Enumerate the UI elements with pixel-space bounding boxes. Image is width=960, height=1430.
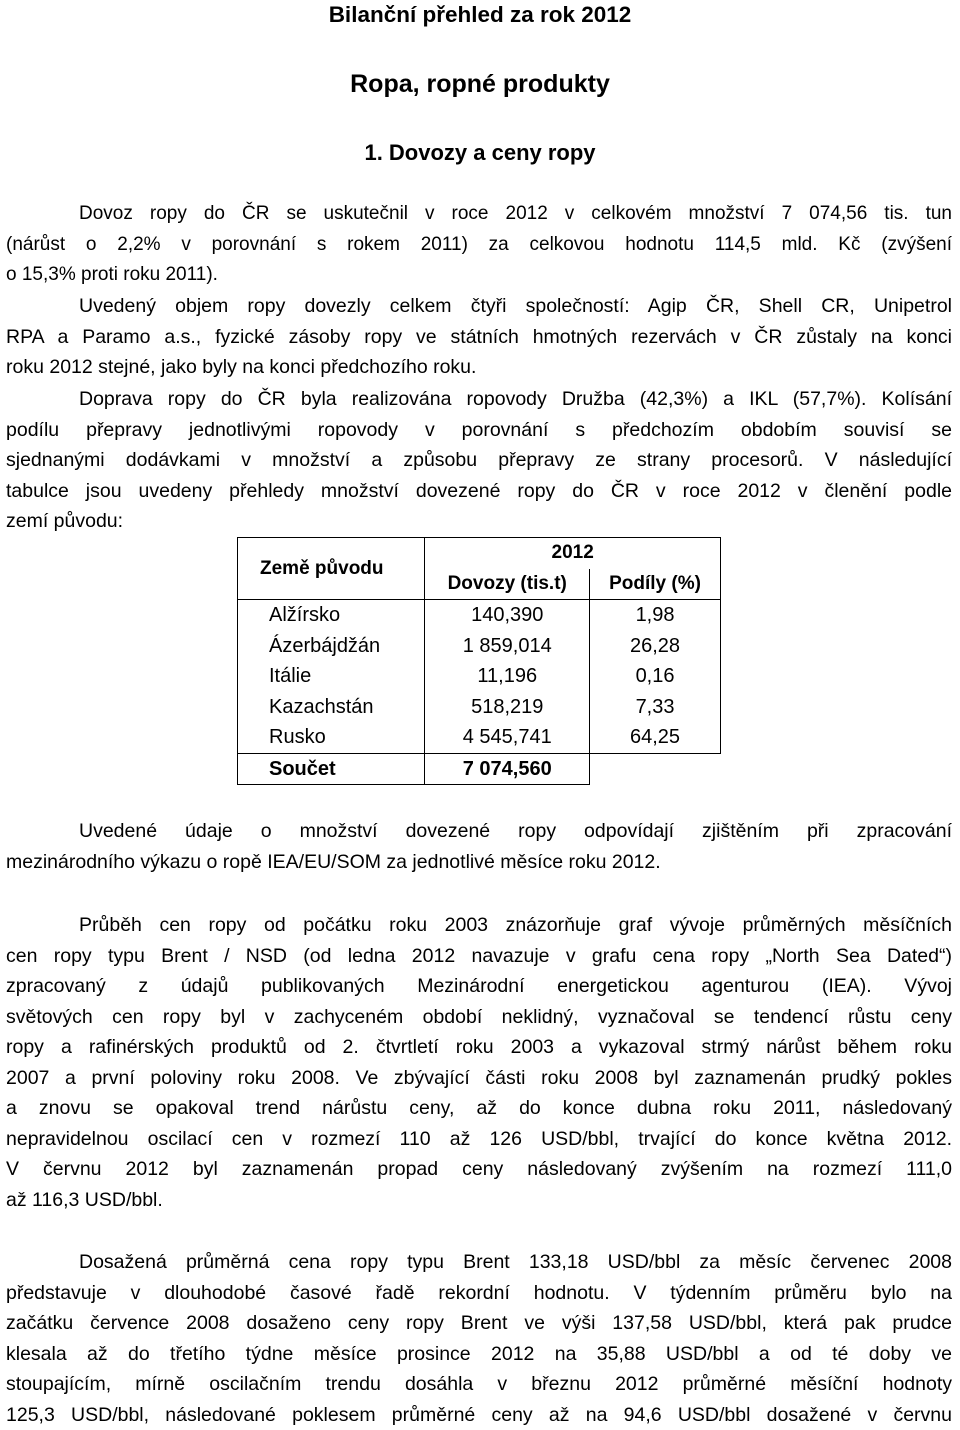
table-row xyxy=(238,722,721,753)
text-line: 2007 a první poloviny roku 2008. Ve zbývající části roku 2008 byl zaznamenán prudký pokles xyxy=(6,1066,952,1089)
table-row xyxy=(238,661,721,692)
text-line: cen ropy typu Brent / NSD (od ledna 2012 navazuje v grafu cena ropy „North Sea Dated“) xyxy=(6,944,952,967)
cell-country: Alžírsko xyxy=(238,600,425,631)
cell-imports: 4 545,741 xyxy=(425,722,590,753)
text-line: RPA a Paramo a.s., fyzické zásoby ropy ve státních hmotných rezervách v ČR zůstaly na konci xyxy=(6,325,952,348)
cell-country: Itálie xyxy=(238,661,425,692)
paragraph-pipeline-transport xyxy=(6,384,952,537)
cell-country: Kazachstán xyxy=(238,692,425,723)
table-row xyxy=(238,692,721,723)
text-line: roku 2012 stejné, jako byly na konci předchozího roku. xyxy=(6,356,477,378)
cell-imports: 140,390 xyxy=(425,600,590,631)
text-line: Doprava ropy do ČR byla realizována ropovody Družba (42,3%) a IKL (57,7%). Kolísání xyxy=(79,388,952,410)
text-line: tabulce jsou uvedeny přehledy množství dovezené ropy do ČR v roce 2012 v členění podle xyxy=(6,479,952,502)
column-header-year: 2012 xyxy=(425,538,721,569)
text-line: (nárůst o 2,2% v porovnání s rokem 2011) za celkovou hodnotu 114,5 mld. Kč (zvýšení xyxy=(6,233,952,255)
text-line: Uvedený objem ropy dovezly celkem čtyři společností: Agip ČR, Shell CR, Unipetrol xyxy=(79,295,952,317)
cell-share: 26,28 xyxy=(590,631,721,662)
document-subtitle: Ropa, ropné produkty xyxy=(350,70,610,98)
paragraph-imports-summary xyxy=(6,199,952,291)
column-header-country: Země původu xyxy=(238,538,425,600)
cell-imports: 11,196 xyxy=(425,661,590,692)
cell-total-value: 7 074,560 xyxy=(425,753,590,785)
cell-share: 1,98 xyxy=(590,600,721,631)
cell-share: 7,33 xyxy=(590,692,721,723)
document-title: Bilanční přehled za rok 2012 xyxy=(328,2,632,27)
cell-empty xyxy=(590,753,721,785)
text-line: nepravidelnou oscilací cen v rozmezí 110 až 126 USD/bbl, trvající do konce května 2012. xyxy=(6,1127,952,1150)
text-line: klesala až do třetího týdne měsíce prosince 2012 na 35,88 USD/bbl a od té doby ve xyxy=(6,1342,952,1365)
text-line: Dosažená průměrná cena ropy typu Brent 133,18 USD/bbl za měsíc červenec 2008 xyxy=(79,1251,952,1273)
table-row xyxy=(238,631,721,662)
text-line: až 116,3 USD/bbl. xyxy=(6,1188,163,1211)
text-line: 125,3 USD/bbl, následované poklesem průměrné ceny až na 94,6 USD/bbl dosažené v červnu xyxy=(6,1403,952,1426)
cell-country: Rusko xyxy=(238,722,425,753)
text-line: mezinárodního výkazu o ropě IEA/EU/SOM za jednotlivé měsíce roku 2012. xyxy=(6,850,661,873)
paragraph-data-source xyxy=(6,816,952,877)
text-line: zemí původu: xyxy=(6,510,124,532)
text-line: a znovu se opakoval trend nárůstu ceny, až do konce dubna roku 2011, následovaný xyxy=(6,1097,952,1119)
column-header-imports: Dovozy (tis.t) xyxy=(425,569,590,600)
text-line: představuje v dlouhodobé časové řadě rekordní hodnotu. V týdenním průměru bylo na xyxy=(6,1281,952,1304)
text-line: V červnu 2012 byl zaznamenán propad ceny následovaný zvýšením na rozmezí 111,0 xyxy=(6,1158,952,1180)
text-line: Průběh cen ropy od počátku roku 2003 znázorňuje graf vývoje průměrných měsíčních xyxy=(79,914,952,936)
text-line: zpracovaný z údajů publikovaných Mezinárodní energetickou agenturou (IEA). Vývoj xyxy=(6,975,952,997)
text-line: stoupajícím, mírně oscilačním trendu dosáhla v březnu 2012 průměrné měsíční hodnoty xyxy=(6,1373,952,1395)
text-line: Dovoz ropy do ČR se uskutečnil v roce 2012 v celkovém množství 7 074,56 tis. tun xyxy=(79,203,952,224)
text-line: světových cen ropy byl v zachyceném období neklidný, vyznačoval se tendencí růstu ceny xyxy=(6,1005,952,1028)
cell-share: 0,16 xyxy=(590,661,721,692)
text-line: podílu přepravy jednotlivými ropovody v porovnání s předchozím obdobím souvisí se xyxy=(6,418,952,441)
cell-imports: 1 859,014 xyxy=(425,631,590,662)
table-total-row xyxy=(238,753,721,785)
section-heading: 1. Dovozy a ceny ropy xyxy=(364,140,596,165)
cell-country: Ázerbájdžán xyxy=(238,631,425,662)
text-line: Uvedené údaje o množství dovezené ropy odpovídají zjištěním při zpracování xyxy=(79,820,952,842)
paragraph-price-development xyxy=(6,910,952,1215)
paragraph-importing-companies xyxy=(6,291,952,383)
text-line: o 15,3% proti roku 2011). xyxy=(6,264,218,285)
column-header-share: Podíly (%) xyxy=(590,569,721,600)
paragraph-record-price xyxy=(6,1247,952,1430)
text-line: ropy a rafinérských produktů od 2. čtvrtletí roku 2003 a vykazoval strmý nárůst během roku xyxy=(6,1036,952,1058)
table-row xyxy=(238,600,721,631)
cell-share: 64,25 xyxy=(590,722,721,753)
text-line: sjednanými dodávkami v množství a způsobu přepravy ze strany procesorů. V následující xyxy=(6,449,952,471)
cell-imports: 518,219 xyxy=(425,692,590,723)
imports-by-country-table xyxy=(237,537,721,785)
cell-total-label: Součet xyxy=(238,753,425,785)
text-line: začátku července 2008 dosaženo ceny ropy Brent ve výši 137,58 USD/bbl, která pak prudce xyxy=(6,1312,952,1334)
